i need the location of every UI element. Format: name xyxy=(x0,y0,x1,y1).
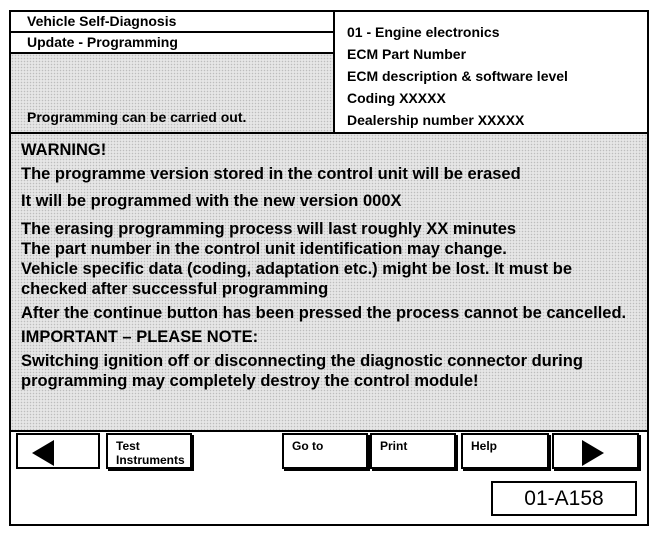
info-line-dealership: Dealership number XXXXX xyxy=(347,112,525,128)
header-panel xyxy=(9,10,334,134)
message-line: The part number in the control unit identification may change. xyxy=(21,240,507,258)
info-line-part-number: ECM Part Number xyxy=(347,46,467,62)
status-message: Programming can be carried out. xyxy=(9,52,335,134)
goto-button[interactable] xyxy=(282,433,368,469)
message-line: Switching ignition off or disconnecting the diagnostic connector during programming may completely destroy the control module! xyxy=(21,352,583,390)
message-line: The programme version stored in the control unit will be erased xyxy=(21,165,521,183)
figure-reference: 01-A158 xyxy=(491,481,637,516)
arrow-left-icon xyxy=(32,440,54,466)
goto-label: Go to xyxy=(292,439,324,453)
forward-button[interactable] xyxy=(552,433,639,469)
info-line-description: ECM description & software level xyxy=(347,68,568,84)
back-button[interactable] xyxy=(16,433,100,469)
header-title: Vehicle Self-Diagnosis xyxy=(9,10,335,33)
help-button[interactable] xyxy=(461,433,549,469)
print-label: Print xyxy=(380,439,408,453)
print-button[interactable] xyxy=(370,433,456,469)
test-instruments-button[interactable] xyxy=(106,433,192,469)
important-heading: IMPORTANT – PLEASE NOTE: xyxy=(21,328,259,346)
test-instruments-label-1: Test xyxy=(116,439,140,453)
message-line: It will be programmed with the new version 000X xyxy=(21,192,402,210)
message-area xyxy=(9,132,649,432)
header-subtitle: Update - Programming xyxy=(9,31,335,54)
help-label: Help xyxy=(471,439,498,453)
test-instruments-label-2: Instruments xyxy=(116,453,185,467)
control-unit-info xyxy=(333,10,649,134)
message-line: Vehicle specific data (coding, adaptation etc.) might be lost. It must be checked after successful programming xyxy=(21,260,573,298)
arrow-right-icon xyxy=(582,440,604,466)
info-line-coding: Coding XXXXX xyxy=(347,90,446,106)
message-line: The erasing programming process will last roughly XX minutes xyxy=(21,220,517,238)
message-line: After the continue button has been pressed the process cannot be cancelled. xyxy=(21,304,627,322)
warning-heading: WARNING! xyxy=(21,141,107,159)
info-line-engine: 01 - Engine electronics xyxy=(347,24,500,40)
